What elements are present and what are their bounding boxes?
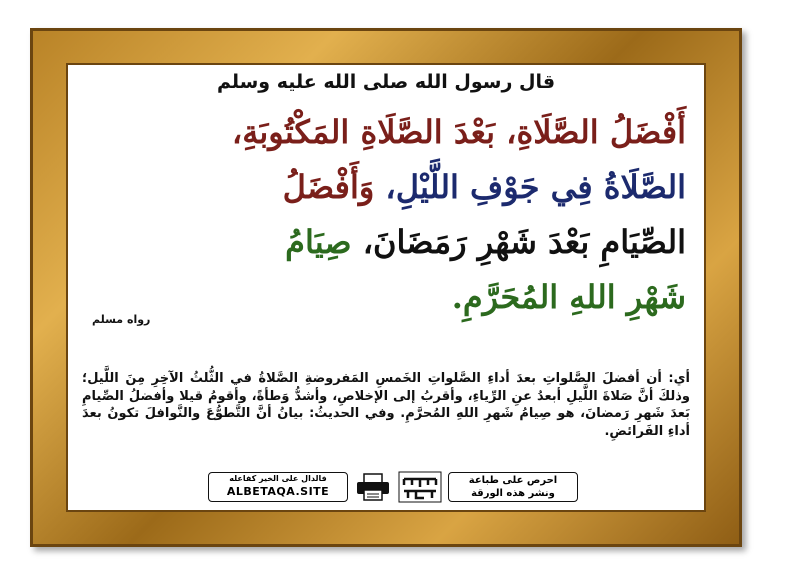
printer-icon [355, 473, 391, 501]
site-caption: فالدال على الخير كفاعله [229, 474, 327, 483]
brand-logo [398, 471, 442, 503]
calligraphy-logo-icon [398, 471, 442, 503]
site-url[interactable]: ALBETAQA.SITE [226, 485, 330, 498]
hadith-segment: أَفْضَلُ الصَّلَاةِ، بَعْدَ الصَّلَاةِ المَكْتُوبَةِ، [231, 113, 686, 151]
hadith-segment: الصِّيَامِ بَعْدَ شَهْرِ رَمَضَانَ، [351, 223, 686, 261]
print-note-line-2: ونشر هذه الورقة [471, 488, 555, 499]
hadith-line-1 [86, 105, 686, 160]
hadith-line-2 [86, 160, 686, 215]
hadith-segment: صِيَامُ [285, 223, 352, 261]
card-panel [66, 63, 706, 512]
hadith-segment: وَأَفْضَلُ [282, 168, 375, 206]
print-note [448, 472, 578, 502]
footer-bar [68, 470, 704, 504]
hadith-segment: شَهْرِ اللهِ المُحَرَّمِ. [451, 278, 686, 316]
print-note-line-1: احرص على طباعة [468, 475, 558, 486]
hadith-segment: الصَّلَاةُ فِي جَوْفِ اللَّيْلِ، [374, 168, 686, 206]
narrator-label: رواه مسلم [92, 313, 151, 326]
explanation-text: أي: أن أفضلَ الصَّلواتِ بعدَ أداءِ الصَّلواتِ الخَمسِ المَفروضةِ الصَّلاةُ في الثُّلثُ الآخِرِ مِنَ اللَّيل؛ وذلكَ أنَّ صَلاةَ اللَّيلِ أبعدُ عنِ الرِّياءِ، وأقربُ إلى الإخلاصِ، وأشدُّ وَطأةً، وأقومُ قيلا وأفضلُ الصِّيامِ بَعدَ شَهرِ رَمضانَ، هو صِيامُ شَهرِ اللهِ المُحرَّمِ. وفي الحديثُ: بيانُ أنَّ التَّطوُّعَ والنَّوافلَ تكونُ بعدَ أداءِ الفَرائضِ. [82, 371, 690, 439]
gold-frame [30, 28, 742, 547]
site-badge[interactable] [208, 472, 348, 502]
hadith-line-4 [86, 270, 686, 325]
hadith-text [86, 105, 686, 325]
hadith-intro: قال رسول الله صلى الله عليه وسلم [216, 71, 556, 93]
hadith-line-3 [86, 215, 686, 270]
